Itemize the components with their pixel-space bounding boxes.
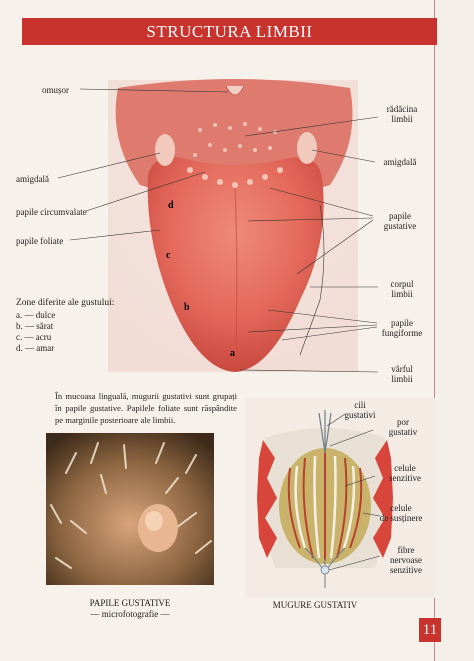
zone-item-d: d. — amar bbox=[16, 343, 55, 353]
label-radacina-limbii: rădăcina limbii bbox=[386, 104, 418, 124]
zone-letter-b: b bbox=[184, 302, 190, 313]
page-title: STRUCTURA LIMBII bbox=[22, 18, 437, 45]
label-celule-senzitive: celule senzitive bbox=[389, 463, 421, 483]
zone-item-a: a. — dulce bbox=[16, 310, 56, 320]
papile-microphoto bbox=[46, 433, 214, 585]
label-papile-circumvalate: papile circumvalate bbox=[16, 207, 87, 217]
label-cili-gustativi: cili gustativi bbox=[344, 400, 376, 420]
amigdala-right bbox=[297, 132, 317, 164]
zone-letter-a: a bbox=[230, 348, 235, 359]
zone-item-b: b. — sărat bbox=[16, 321, 54, 331]
zones-title: Zone diferite ale gustului: bbox=[16, 298, 115, 308]
zone-item-c: c. — acru bbox=[16, 332, 52, 342]
label-fibre-nervoase: fibre nervoase senzitive bbox=[390, 545, 422, 575]
label-papile-foliate: papile foliate bbox=[16, 236, 64, 246]
body-paragraph: În mucoasa linguală, mugurii gustativi sunt grupați în papile gustative. Papilele foliate sunt răspândite pe marginile posterioare ale limbii. bbox=[55, 391, 237, 425]
zones-list bbox=[16, 310, 55, 354]
page-number: 11 bbox=[419, 618, 441, 642]
label-omusor: omușor bbox=[42, 85, 69, 95]
amigdala-left bbox=[155, 134, 175, 166]
bud-caption: MUGURE GUSTATIV bbox=[272, 600, 358, 610]
photo-caption: PAPILE GUSTATIVE — microfotografie — bbox=[89, 598, 171, 619]
zone-letter-d: d bbox=[168, 200, 174, 211]
label-varful-limbii: vârful limbii bbox=[391, 364, 413, 384]
label-amigdala-right: amigdală bbox=[383, 157, 417, 167]
label-corpul-limbii: corpul limbii bbox=[390, 279, 414, 299]
label-amigdala-left: amigdală bbox=[16, 174, 49, 184]
label-papile-gustative: papile gustative bbox=[383, 211, 417, 231]
zone-letter-c: c bbox=[166, 250, 171, 261]
label-celule-sustinere: celule de susținere bbox=[379, 503, 423, 523]
label-por-gustativ: por gustativ bbox=[388, 417, 418, 437]
label-papile-fungiforme: papile fungiforme bbox=[381, 318, 423, 338]
